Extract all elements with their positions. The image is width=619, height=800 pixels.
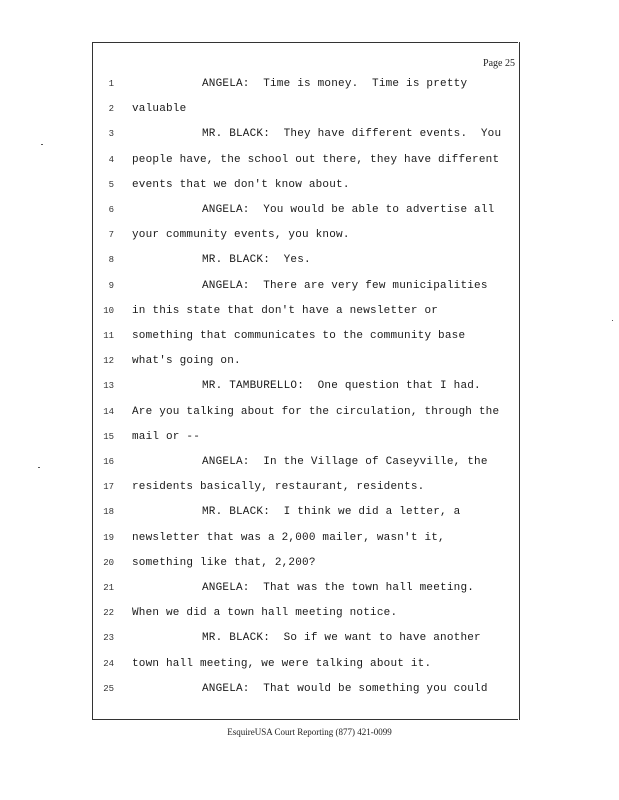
- line-number: 3: [108, 129, 114, 140]
- line-number: 7: [108, 230, 114, 241]
- line-number: 9: [108, 280, 114, 291]
- transcript-line: what's going on.: [132, 355, 241, 368]
- transcript-line: people have, the school out there, they have different: [132, 153, 500, 166]
- line-number: 16: [103, 457, 114, 467]
- line-number: 2: [108, 104, 114, 115]
- scan-speck: [41, 144, 43, 145]
- scan-speck: [612, 320, 613, 321]
- line-number: 25: [103, 683, 114, 694]
- transcript-line: ANGELA: Time is money. Time is pretty: [202, 78, 468, 90]
- line-number: 22: [103, 608, 114, 619]
- page-number: Page 25: [483, 58, 515, 69]
- line-number: 15: [103, 431, 114, 442]
- transcript-line: Are you talking about for the circulation, through the: [132, 405, 500, 418]
- line-number: 17: [103, 482, 114, 493]
- line-number: 18: [103, 507, 114, 518]
- scan-speck: [38, 467, 40, 468]
- transcript-line: something like that, 2,200?: [132, 556, 316, 569]
- line-number: 11: [103, 331, 114, 341]
- line-number: 6: [108, 205, 114, 215]
- transcript-line: ANGELA: There are very few municipalities: [202, 279, 488, 292]
- line-number: 23: [103, 633, 114, 644]
- transcript-line: MR. BLACK: Yes.: [202, 254, 311, 267]
- line-number: 14: [103, 406, 114, 417]
- bottom-rule: [92, 719, 518, 720]
- transcript-line: something that communicates to the community base: [132, 330, 466, 342]
- transcript-line: town hall meeting, we were talking about it.: [132, 657, 432, 670]
- transcript-line: newsletter that was a 2,000 mailer, wasn't it,: [132, 531, 445, 544]
- line-number: 1: [108, 79, 114, 89]
- line-number: 8: [108, 255, 114, 266]
- transcript-line: MR. BLACK: They have different events. You: [202, 128, 502, 141]
- transcript-line: ANGELA: That would be something you could: [202, 682, 488, 695]
- transcript-line: residents basically, restaurant, residents.: [132, 481, 425, 494]
- line-number: 12: [103, 356, 114, 367]
- transcript-line: ANGELA: In the Village of Caseyville, the: [202, 456, 488, 468]
- top-rule: [92, 42, 518, 43]
- transcript-line: MR. TAMBURELLO: One question that I had.: [202, 380, 481, 393]
- line-number: 10: [103, 305, 114, 316]
- transcript-line: your community events, you know.: [132, 229, 350, 242]
- transcript-line: ANGELA: That was the town hall meeting.: [202, 582, 475, 594]
- transcript-line: mail or --: [132, 430, 201, 443]
- line-number: 5: [108, 179, 114, 190]
- line-number: 13: [103, 381, 114, 392]
- line-number: 19: [103, 532, 114, 543]
- line-number: 24: [103, 658, 114, 669]
- transcript-line: MR. BLACK: I think we did a letter, a: [202, 506, 461, 519]
- transcript-line: ANGELA: You would be able to advertise all: [202, 204, 495, 216]
- line-number: 21: [103, 583, 114, 593]
- transcript-line: in this state that don't have a newsletter or: [132, 304, 439, 317]
- line-number: 20: [103, 557, 114, 568]
- transcript-line: valuable: [132, 103, 187, 116]
- footer-reporter: EsquireUSA Court Reporting (877) 421-0099: [227, 727, 392, 737]
- transcript-line: MR. BLACK: So if we want to have another: [202, 632, 481, 645]
- transcript-line: When we did a town hall meeting notice.: [132, 607, 398, 620]
- transcript-line: events that we don't know about.: [132, 178, 350, 191]
- line-number: 4: [108, 154, 114, 165]
